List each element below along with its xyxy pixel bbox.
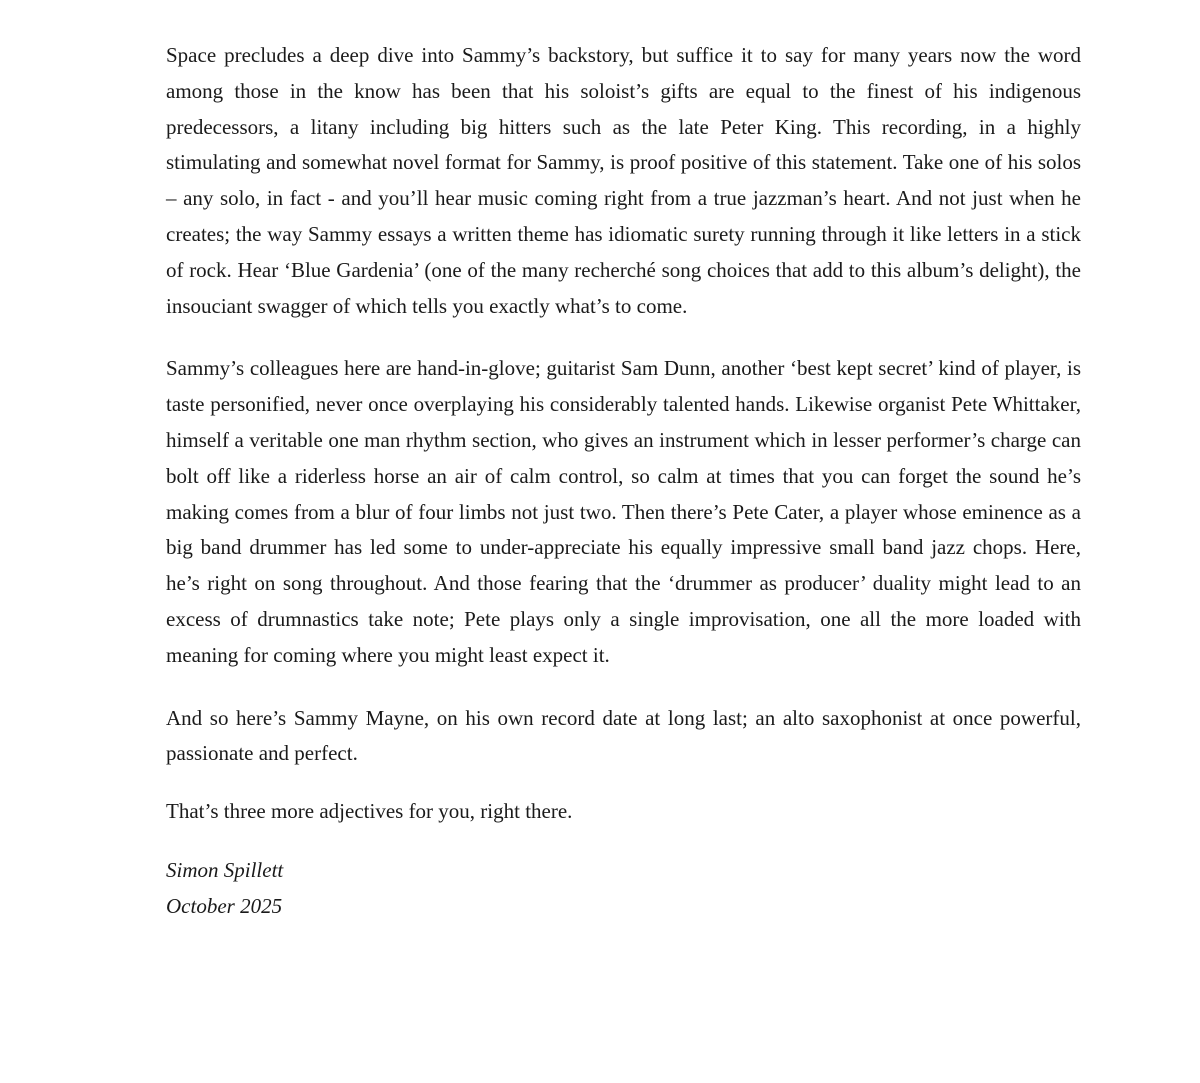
paragraph-adjectives: That’s three more adjectives for you, right there.	[166, 799, 573, 824]
paragraph-backstory: Space precludes a deep dive into Sammy’s backstory, but suffice it to say for many years now the word among those in the know has been that his soloist’s gifts are equal to the finest of his indigenous predecessors, a litany including big hitters such as the late Peter King. This recording, in a highly stimulating and somewhat novel format for Sammy, is proof positive of this statement. Take one of his solos – any solo, in fact - and you’ll hear music coming right from a true jazzman’s heart. And not just when he creates; the way Sammy essays a written theme has idiomatic surety running through it like letters in a stick of rock. Hear ‘Blue Gardenia’ (one of the many recherché song choices that add to this album’s delight), the insouciant swagger of which tells you exactly what’s to come.	[166, 43, 1081, 318]
liner-notes-page	[166, 38, 1081, 924]
signature-date: October 2025	[166, 893, 283, 918]
paragraph-conclusion: And so here’s Sammy Mayne, on his own record date at long last; an alto saxophonist at once powerful, passionate and perfect.	[166, 705, 1081, 766]
signature-author: Simon Spillett	[166, 857, 284, 882]
signature-block	[166, 852, 1081, 924]
paragraph-colleagues: Sammy’s colleagues here are hand-in-glove; guitarist Sam Dunn, another ‘best kept secret’ kind of player, is taste personified, never once overplaying his considerably talented hands. Likewise organist Pete Whittaker, himself a veritable one man rhythm section, who gives an instrument which in lesser performer’s charge can bolt off like a riderless horse an air of calm control, so calm at times that you can forget the sound he’s making comes from a blur of four limbs not just two. Then there’s Pete Cater, a player whose eminence as a big band drummer has led some to under-appreciate his equally impressive small band jazz chops. Here, he’s right on song throughout. And those fearing that the ‘drummer as producer’ duality might lead to an excess of drumnastics take note; Pete plays only a single improvisation, one all the more loaded with meaning for coming where you might least expect it.	[166, 356, 1081, 667]
